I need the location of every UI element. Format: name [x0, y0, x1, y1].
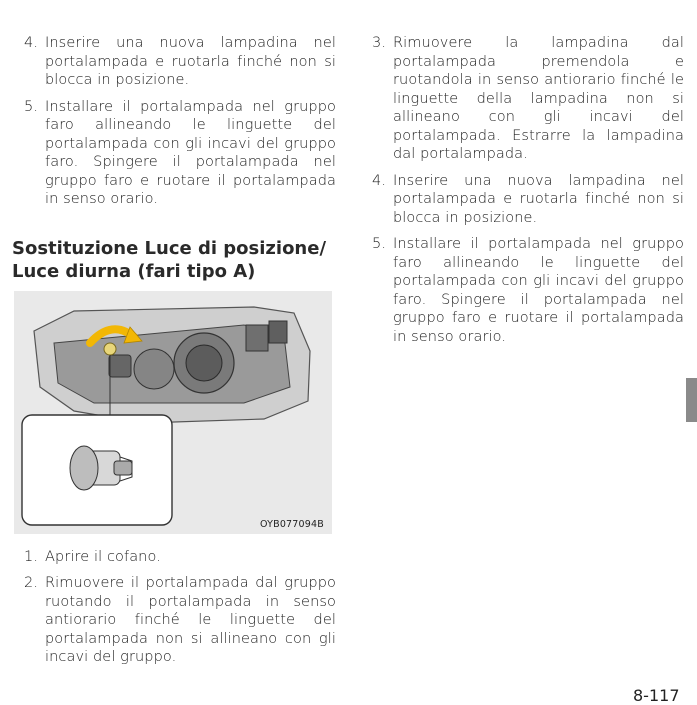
section-title: Sostituzione Luce di posizione/ Luce diurna (fari tipo A)	[12, 237, 327, 282]
step-number: 3.	[372, 35, 387, 51]
step-text: Rimuovere la lampadina dal portalampada premendola e ruotandola in senso antiorario finché le linguette della lampadina non si allineano con gli incavi del portalampada. Estrarre la lampadina dal portalampada.	[393, 35, 684, 162]
step-item	[24, 548, 336, 567]
steps-list-top	[24, 34, 336, 209]
step-text: Installare il portalampada nel gruppo faro allineando le linguette del portalampada con gli incavi del gruppo faro. Spingere il portalampada nel gruppo faro e ruotare il portalampada in senso orario.	[393, 236, 684, 345]
steps-list-right	[372, 34, 684, 346]
step-number: 1.	[24, 548, 39, 565]
step-item	[372, 235, 684, 346]
figure-code: OYB077094B	[259, 518, 324, 530]
left-column	[12, 34, 336, 675]
step-number: 5.	[24, 98, 39, 115]
step-item	[24, 34, 336, 90]
chapter-side-tab	[686, 378, 697, 422]
step-text: Rimuovere il portalampada dal gruppo ruotando il portalampada in senso antiorario finché le linguette del portalampada non si allineano con gli incavi del gruppo.	[45, 575, 336, 665]
page-number: 8-117	[633, 686, 680, 705]
step-text: Inserire una nuova lampadina nel portalampada e ruotarla finché non si blocca in posizione.	[393, 172, 684, 226]
right-column	[372, 34, 684, 354]
step-item	[372, 34, 684, 164]
step-item	[24, 98, 336, 209]
step-number: 4.	[372, 172, 387, 189]
step-text: Aprire il cofano.	[45, 548, 161, 565]
step-number: 2.	[24, 575, 39, 591]
headlamp-figure	[14, 291, 332, 534]
step-text: Installare il portalampada nel gruppo faro allineando le linguette del portalampada con gli incavi del gruppo faro. Spingere il portalampada nel gruppo faro e ruotare il portalampada in senso orario.	[45, 98, 336, 207]
headlamp-illustration	[14, 291, 332, 534]
step-item	[372, 172, 684, 228]
step-text: Inserire una nuova lampadina nel portalampada e ruotarla finché non si blocca in posizione.	[45, 35, 336, 88]
step-item	[24, 574, 336, 667]
step-number: 5.	[372, 236, 387, 252]
steps-list-bottom	[24, 548, 336, 667]
step-number: 4.	[24, 35, 39, 51]
